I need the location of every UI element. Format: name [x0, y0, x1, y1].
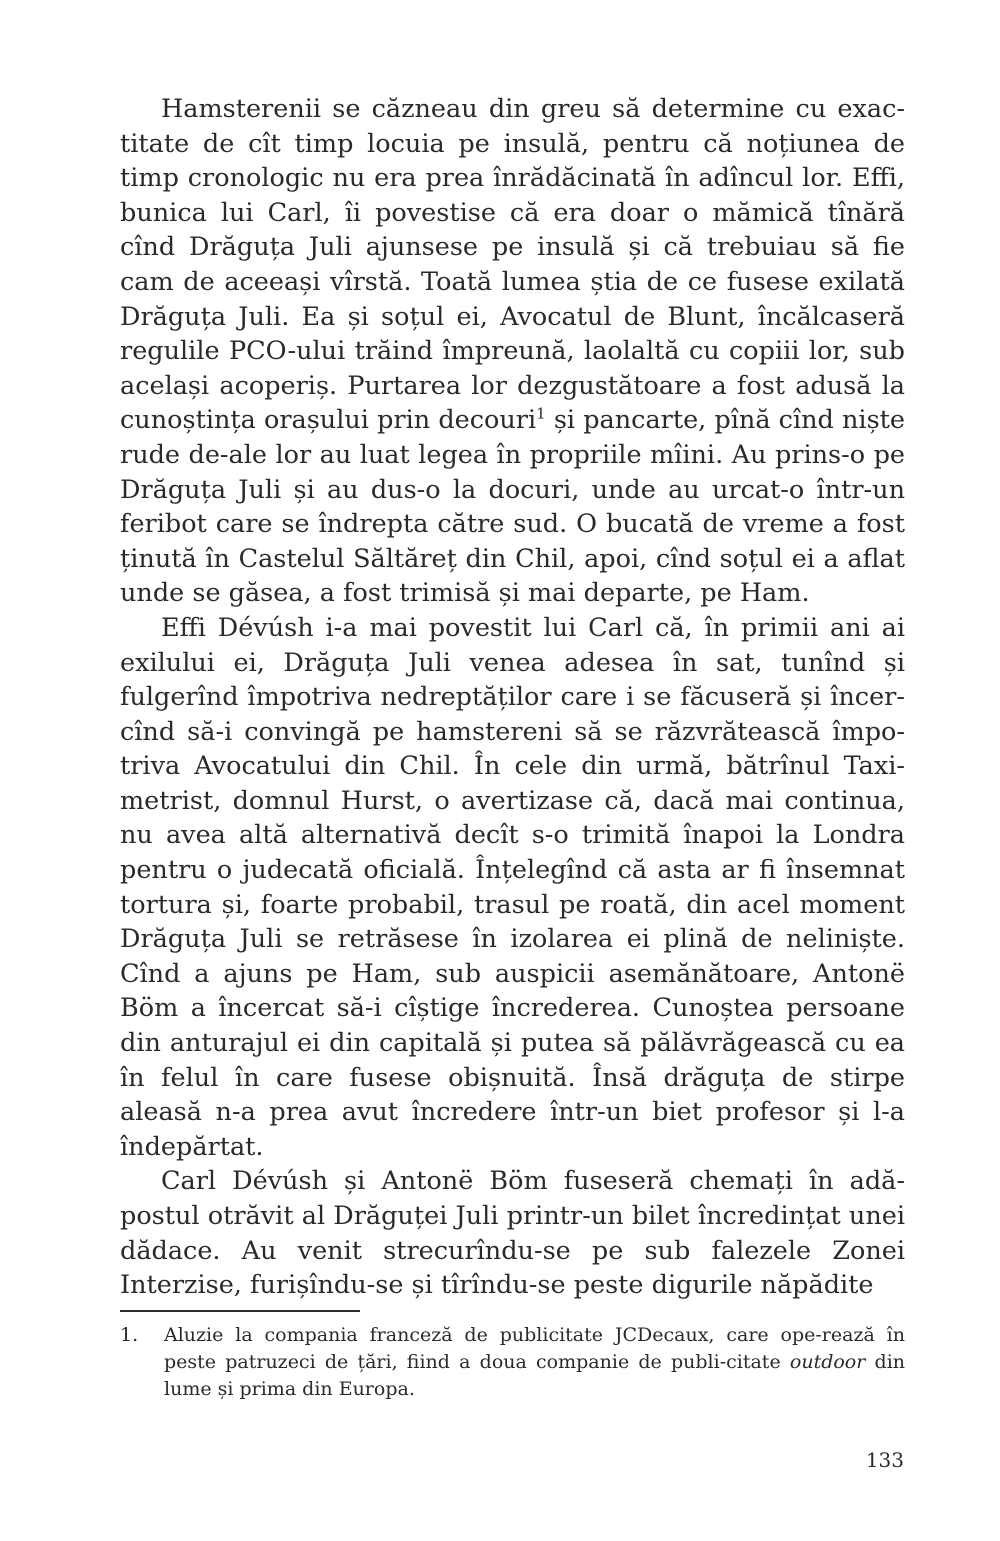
- paragraph-1: [120, 92, 905, 611]
- footnote-reference[interactable]: 1: [536, 404, 546, 423]
- paragraph-1-text-continued: și pancarte, pînă cînd niște rude de-ale lor au luat legea în propriile mîini. Au prins-o pe Drăguța Juli și au dus-o la docuri, unde au urcat-o într-un feribot care se îndrepta către sud. O bucată de vreme a fost ținută în Castelul Săltăreț din Chil, apoi, cînd soțul ei a aflat unde se găsea, a fost trimisă și mai departe, pe Ham.: [120, 405, 905, 609]
- footnote-divider: [120, 1310, 360, 1312]
- footnote-text: Aluzie la compania franceză de publicitate JCDecaux, care ope-rează în peste patruzeci de țări, fiind a doua companie de publi-citate: [164, 1324, 905, 1373]
- footnote-number: 1.: [120, 1324, 139, 1346]
- page-body: [120, 92, 905, 1303]
- footnote: [120, 1322, 905, 1403]
- footnote-italic-text: outdoor: [789, 1351, 866, 1373]
- paragraph-1-text: Hamsterenii se căzneau din greu să determine cu exac-titate de cît timp locuia pe insulă, pentru că noțiunea de timp cronologic nu era prea înrădăcinată în adîncul lor. Effi, bunica lui Carl, îi povestise că era doar o mămică tînără cînd Drăguța Juli ajunsese pe insulă și că trebuiau să fie cam de aceeași vîrstă. Toată lumea știa de ce fusese exilată Drăguța Juli. Ea și soțul ei, Avocatul de Blunt, încălcaseră regulile PCO-ului trăind împreună, laolaltă cu copiii lor, sub același acoperiș. Purtarea lor dezgustătoare a fost adusă la cunoștința orașului prin decouri: [120, 94, 905, 436]
- footnote-text-continued: din lume și prima din Europa.: [164, 1351, 906, 1400]
- page-number: 133: [865, 1448, 904, 1472]
- paragraph-3: Carl Dévúsh și Antonë Böm fuseseră chemați în adă-postul otrăvit al Drăguței Juli printr-un bilet încredințat unei dădace. Au venit strecurîndu-se pe sub falezele Zonei Interzise, furișîndu-se și tîrîndu-se peste digurile năpădite: [120, 1166, 905, 1301]
- paragraph-2: Effi Dévúsh i-a mai povestit lui Carl că, în primii ani ai exilului ei, Drăguța Juli venea adesea în sat, tunînd și fulgerînd împotriva nedreptăților care i se făcuseră și încer-cînd să-i convingă pe hamstereni să se răzvrătească împo-triva Avocatului din Chil. În cele din urmă, bătrînul Taxi-metrist, domnul Hurst, o avertizase că, dacă mai continua, nu avea altă alternativă decît s-o trimită înapoi la Londra pentru o judecată oficială. Înțelegînd că asta ar fi însemnat tortura și, foarte probabil, trasul pe roată, din acel moment Drăguța Juli se retrăsese în izolarea ei plină de neliniște. Cînd a ajuns pe Ham, sub auspicii asemănătoare, Antonë Böm a încercat să-i cîștige încrederea. Cunoștea persoane din anturajul ei din capitală și putea să pălăvrăgească cu ea în felul în care fusese obișnuită. Însă drăguța de stirpe aleasă n-a prea avut încredere într-un biet profesor și l-a îndepărtat.: [120, 612, 905, 1162]
